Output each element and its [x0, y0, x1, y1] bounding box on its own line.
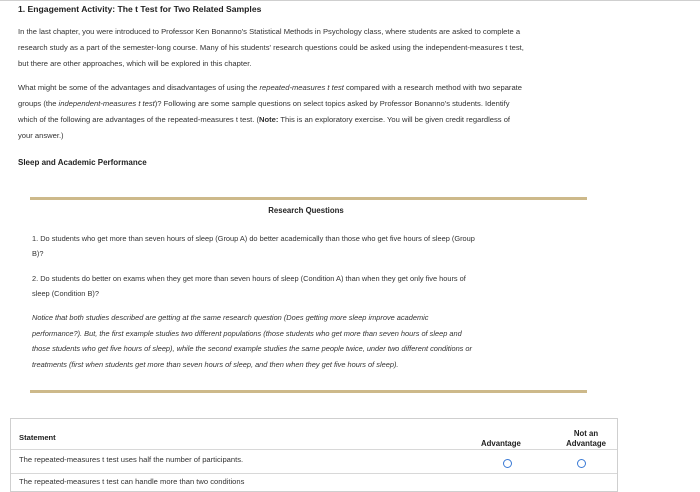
section-heading: Sleep and Academic Performance: [18, 158, 147, 167]
row-divider: [11, 473, 617, 474]
question-line-4: your answer.): [18, 131, 64, 140]
notice-line: performance?). But, the first example studies two different populations (those students who get more than seven hours of sleep and: [32, 328, 462, 338]
question-line-1: [18, 80, 658, 96]
research-question-2: [32, 272, 592, 301]
research-question-1: [32, 232, 592, 261]
question-text: sleep (Condition B)?: [32, 288, 99, 298]
section-divider-bottom: [30, 390, 587, 393]
text-fragment: What might be some of the advantages and disadvantages of using the: [18, 83, 260, 92]
section-divider-top: [30, 197, 587, 200]
text-fragment: which of the following are advantages of the repeated-measures t test. (: [18, 115, 260, 124]
research-questions-heading: Research Questions: [268, 206, 344, 215]
notice-line: treatments (first when students get more than seven hours of sleep, and then when they get five hours of sleep).: [32, 359, 399, 369]
question-line-2: [18, 96, 658, 112]
text-fragment: This is an exploratory exercise. You will be given credit regardless of: [278, 115, 511, 124]
statement-row-2: The repeated-measures t test can handle more than two conditions: [19, 477, 245, 486]
text-fragment: )? Following are some sample questions on select topics asked by Professor Bonanno's students. Identify: [154, 99, 510, 108]
intro-line-3: but there are other approaches, which will be explored in this chapter.: [18, 59, 252, 68]
top-divider: [0, 0, 700, 1]
question-text: 2. Do students do better on exams when they get more than seven hours of sleep (Condition A) than when they get only five hours of: [32, 274, 466, 283]
text-fragment: groups (the: [18, 99, 59, 108]
question-paragraph: [18, 80, 658, 144]
activity-title: 1. Engagement Activity: The t Test for Two Related Samples: [18, 4, 262, 14]
question-text: B)?: [32, 248, 44, 258]
statement-table: [10, 418, 618, 492]
question-line-3: [18, 112, 658, 128]
question-text: 1. Do students who get more than seven hours of sleep (Group A) do better academically than those who get five hours of sleep (Group: [32, 234, 475, 243]
statement-row-1: The repeated-measures t test uses half the number of participants.: [19, 455, 244, 464]
notice-paragraph: [32, 310, 592, 372]
emphasis-text: repeated-measures t test: [259, 83, 344, 92]
header-text: Advantage: [566, 439, 606, 448]
text-fragment: compared with a research method with two separate: [343, 83, 523, 92]
intro-line-2: research study as a part of the semester-long course. Many of his students' research questions could be asked using the independent-measures t test,: [18, 43, 524, 52]
not-advantage-radio-row-1[interactable]: [577, 459, 586, 468]
header-statement: Statement: [19, 433, 56, 442]
header-text: Not an: [573, 429, 599, 438]
notice-line: those students who get five hours of sleep), while the second example studies the same people twice, under two different conditions or: [32, 344, 472, 353]
notice-line: Notice that both studies described are getting at the same research question (Does getting more sleep improve academic: [32, 313, 429, 322]
intro-line-1: In the last chapter, you were introduced to Professor Ken Bonanno's Statistical Methods in Psychology class, where students are asked to complete a: [18, 27, 521, 36]
header-advantage: Advantage: [481, 439, 521, 448]
header-not-advantage: [551, 429, 621, 449]
emphasis-text: independent-measures t test: [58, 99, 155, 108]
note-label: Note:: [259, 115, 279, 124]
intro-paragraph: [18, 24, 658, 72]
advantage-radio-row-1[interactable]: [503, 459, 512, 468]
row-divider: [11, 449, 617, 450]
